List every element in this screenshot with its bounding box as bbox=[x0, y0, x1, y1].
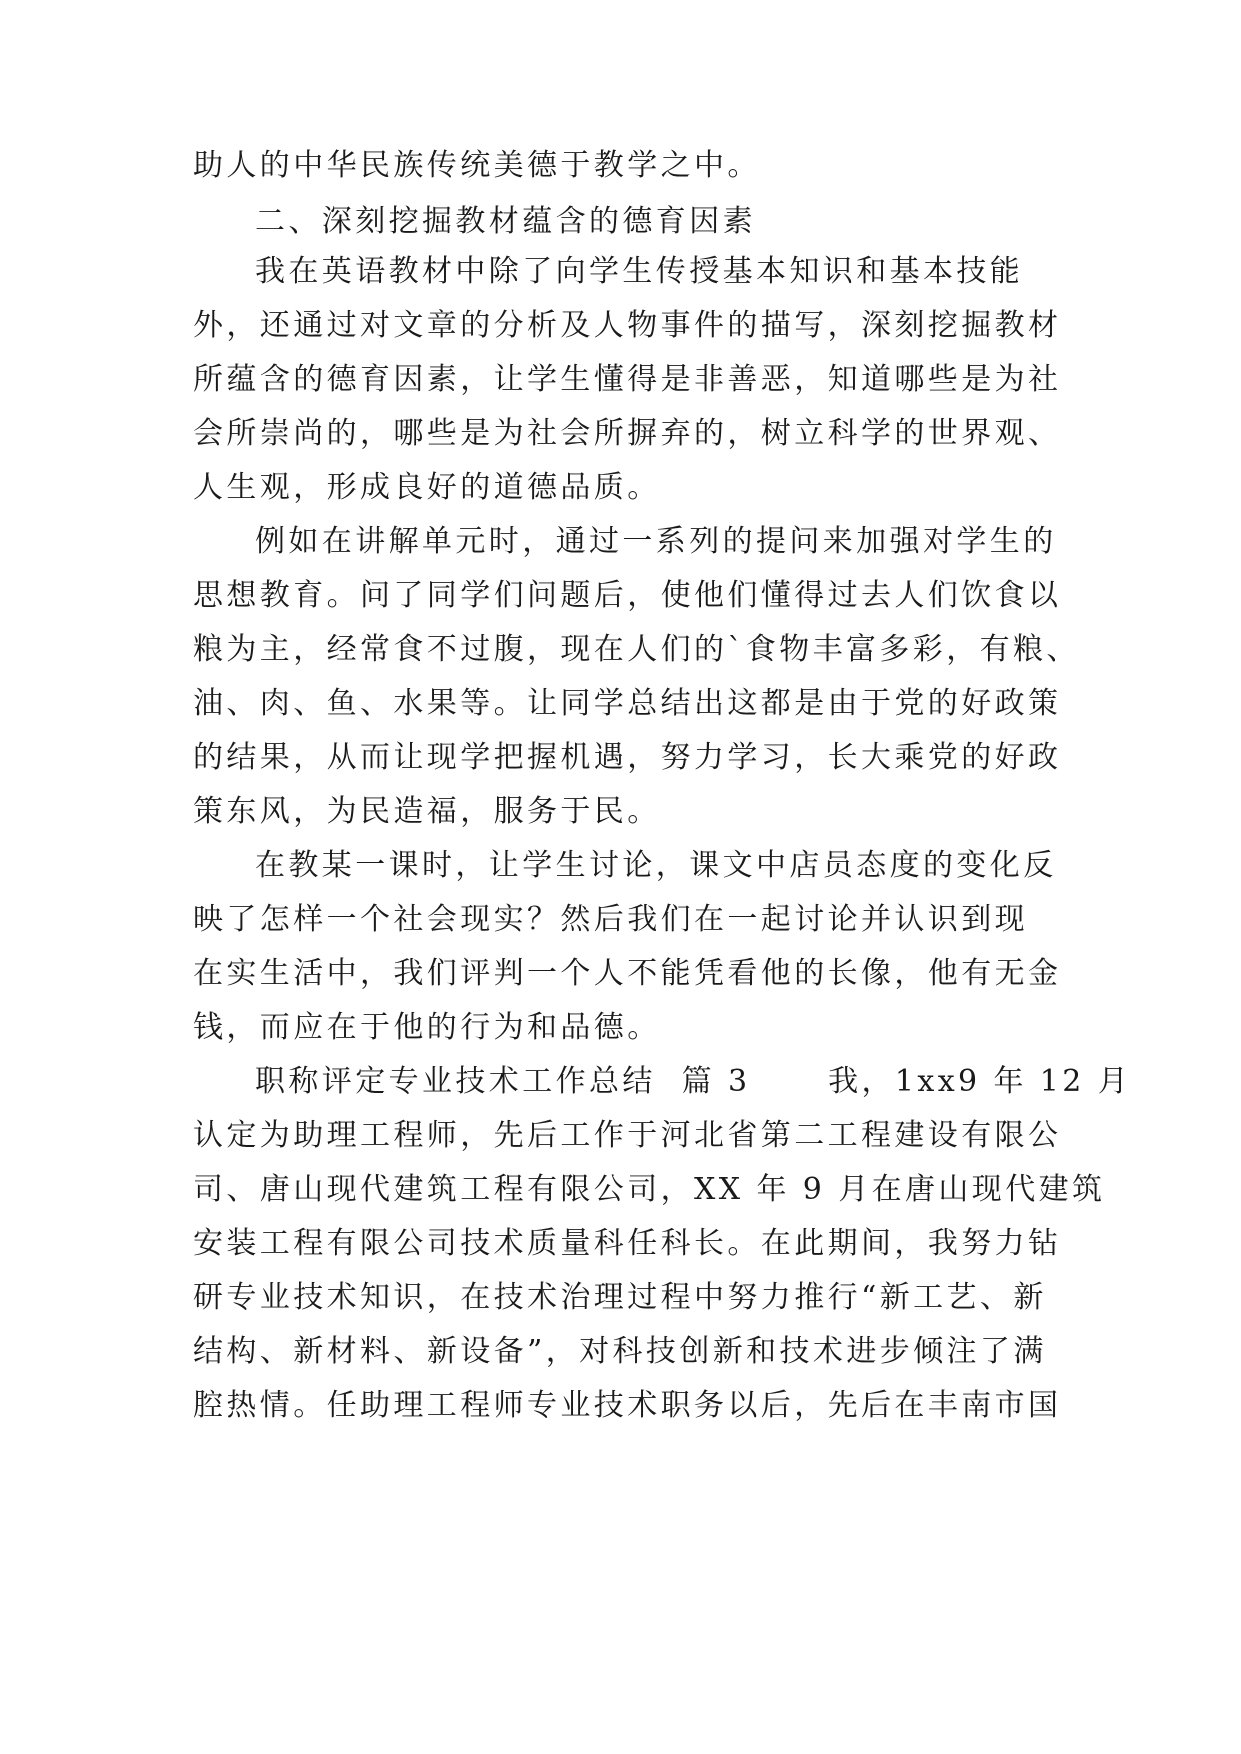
text-line: 在实生活中，我们评判一个人不能凭看他的长像，他有无金 bbox=[193, 956, 1062, 991]
text-line: 助人的中华民族传统美德于教学之中。 bbox=[193, 148, 761, 183]
text-line: 映了怎样一个社会现实？然后我们在一起讨论并认识到现 bbox=[193, 902, 1028, 937]
text-line: 所蕴含的德育因素，让学生懂得是非善恶，知道哪些是为社 bbox=[193, 362, 1062, 397]
text-line: 安装工程有限公司技术质量科任科长。在此期间，我努力钻 bbox=[193, 1226, 1062, 1261]
text-line: 粮为主，经常食不过腹，现在人们的`食物丰富多彩，有粮、 bbox=[193, 632, 1080, 667]
text-line: 钱，而应在于他的行为和品德。 bbox=[193, 1010, 661, 1045]
text-line: 结构、新材料、新设备”，对科技创新和技术进步倾注了满 bbox=[193, 1334, 1047, 1369]
text-line: 的结果，从而让现学把握机遇，努力学习，长大乘党的好政 bbox=[193, 740, 1062, 775]
text-line: 研专业技术知识，在技术治理过程中努力推行“新工艺、新 bbox=[193, 1280, 1047, 1315]
text-line: 人生观，形成良好的道德品质。 bbox=[193, 470, 661, 505]
text-line: 认定为助理工程师，先后工作于河北省第二工程建设有限公 bbox=[193, 1118, 1062, 1153]
text-line: 我在英语教材中除了向学生传授基本知识和基本技能 bbox=[255, 254, 1024, 289]
text-line: 会所崇尚的，哪些是为社会所摒弃的，树立科学的世界观、 bbox=[193, 416, 1062, 451]
text-line: 在教某一课时，让学生讨论，课文中店员态度的变化反 bbox=[255, 848, 1057, 883]
text-line: 腔热情。任助理工程师专业技术职务以后，先后在丰南市国 bbox=[193, 1388, 1062, 1423]
article-heading-line: 职称评定专业技术工作总结 篇 3 我，1xx9 年 12 月 bbox=[255, 1064, 1132, 1099]
text-line: 思想教育。问了同学们问题后，使他们懂得过去人们饮食以 bbox=[193, 578, 1062, 613]
text-line: 外，还通过对文章的分析及人物事件的描写，深刻挖掘教材 bbox=[193, 308, 1062, 343]
section-heading: 二、深刻挖掘教材蕴含的德育因素 bbox=[255, 204, 756, 239]
text-line: 例如在讲解单元时，通过一系列的提问来加强对学生的 bbox=[255, 524, 1057, 559]
text-line: 策东风，为民造福，服务于民。 bbox=[193, 794, 661, 829]
text-line: 司、唐山现代建筑工程有限公司，XX 年 9 月在唐山现代建筑 bbox=[193, 1172, 1106, 1207]
text-line: 油、肉、鱼、水果等。让同学总结出这都是由于党的好政策 bbox=[193, 686, 1062, 721]
